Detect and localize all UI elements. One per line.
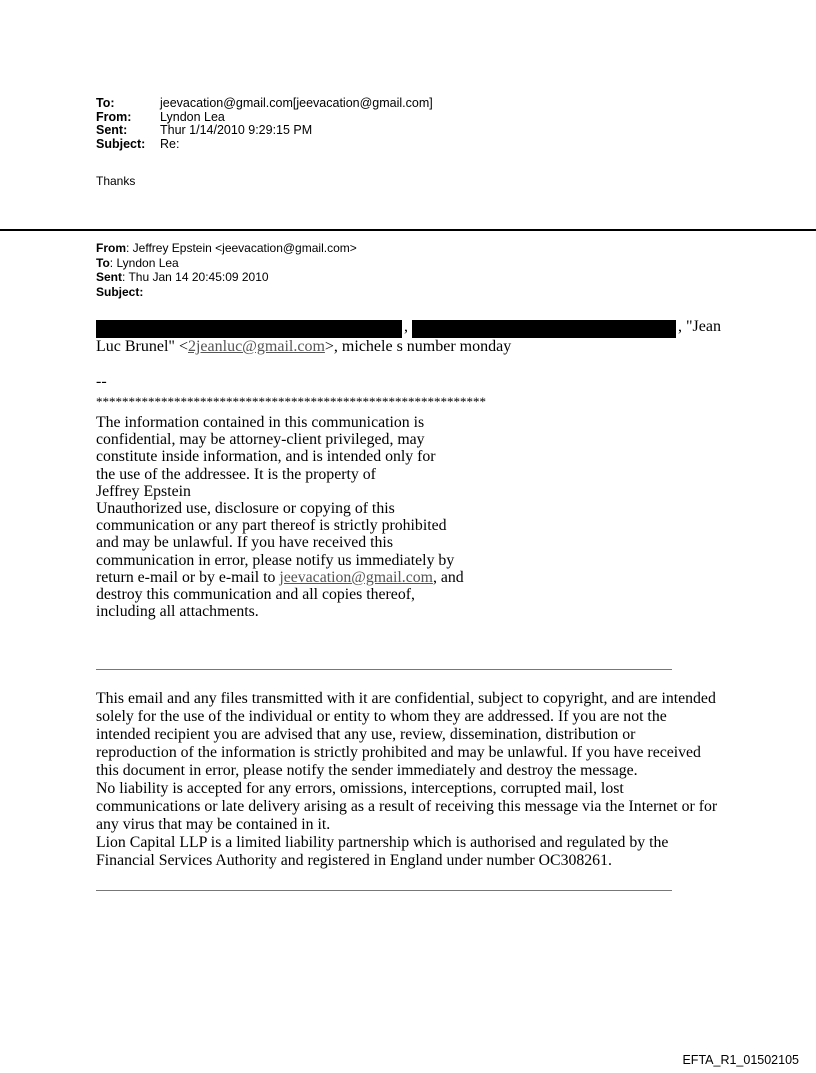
disclaimer-line: constitute inside information, and is intended only for <box>96 448 436 466</box>
legal-line: any virus that may be contained in it. <box>96 816 331 833</box>
disclaimer-line: destroy this communication and all copies thereof, <box>96 586 415 604</box>
fwd-from-row <box>96 241 357 256</box>
redaction-block-1 <box>96 320 402 338</box>
header-sent-row <box>96 124 433 138</box>
signature-separator <box>96 372 486 412</box>
fwd-sent-label: Sent <box>96 270 123 284</box>
subject-value: Re: <box>160 136 180 151</box>
header-from-row <box>96 111 433 125</box>
subject-label: Subject: <box>96 136 146 151</box>
fwd-subject-row <box>96 285 357 300</box>
return-prefix: return e-mail or by e-mail to <box>96 568 280 586</box>
disclaimer-line: the use of the addressee. It is the property of <box>96 465 376 483</box>
disclaimer-line: including all attachments. <box>96 603 259 621</box>
recipient-jean: , "Jean <box>678 318 721 335</box>
legal-line: Financial Services Authority and registered in England under number OC308261. <box>96 852 612 869</box>
fwd-subject-label: Subject <box>96 284 140 299</box>
disclaimer-return-line <box>96 569 464 586</box>
legal-line: Lion Capital LLP is a limited liability partnership which is authorised and regulated by the <box>96 834 669 851</box>
fwd-from-label: From <box>96 241 126 255</box>
signature-dashes: -- <box>96 373 107 390</box>
fwd-from-value: : Jeffrey Epstein <jeevacation@gmail.com> <box>126 241 357 255</box>
redaction-block-2 <box>412 320 676 338</box>
confidentiality-disclaimer <box>96 414 464 620</box>
legal-line: solely for the use of the individual or entity to whom they are addressed. If you are not the <box>96 708 667 725</box>
disclaimer-line: communication in error, please notify us immediately by <box>96 551 455 569</box>
forwarded-header <box>96 241 357 299</box>
fwd-to-label: To <box>96 255 110 270</box>
jeanluc-email-link[interactable]: 2jeanluc@gmail.com <box>187 338 325 355</box>
sent-label: Sent: <box>96 123 128 137</box>
sent-value: Thur 1/14/2010 9:29:15 PM <box>160 123 313 137</box>
reply-body: Thanks <box>96 174 136 188</box>
legal-line: reproduction of the information is strictly prohibited and may be unlawful. If you have received <box>96 744 701 761</box>
to-value: jeevacation@gmail.com[jeevacation@gmail.com] <box>160 96 433 110</box>
email-header <box>96 97 433 151</box>
recipient-line-2 <box>96 338 511 356</box>
disclaimer-line: communication or any part thereof is strictly prohibited <box>96 517 447 535</box>
recipient-line-2-suffix: >, michele s number monday <box>324 338 512 355</box>
disclaimer-line: The information contained in this communication is <box>96 414 425 431</box>
legal-notice <box>96 690 717 870</box>
jeevacation-email-link[interactable]: jeevacation@gmail.com <box>279 568 433 586</box>
to-label: To: <box>96 96 115 110</box>
fwd-to-value: : Lyndon Lea <box>109 255 179 270</box>
fwd-subject-value: : <box>139 284 144 299</box>
return-suffix: , and <box>432 568 464 586</box>
from-label: From: <box>96 109 132 124</box>
header-to-row <box>96 97 433 111</box>
legal-line: This email and any files transmitted with it are confidential, subject to copyright, and are intended <box>96 690 716 707</box>
fwd-sent-value: : Thu Jan 14 20:45:09 2010 <box>122 270 269 284</box>
legal-bottom-divider <box>96 890 672 891</box>
header-subject-row <box>96 138 433 152</box>
signature-stars: ************************************************************ <box>96 394 486 409</box>
document-id: EFTA_R1_01502105 <box>682 1053 799 1067</box>
legal-line: No liability is accepted for any errors, omissions, interceptions, corrupted mail, lost <box>96 780 624 797</box>
disclaimer-line: Jeffrey Epstein <box>96 482 191 500</box>
recipient-comma: , <box>404 318 408 335</box>
fwd-to-row <box>96 256 357 271</box>
legal-line: this document in error, please notify the sender immediately and destroy the message. <box>96 762 638 779</box>
fwd-sent-row <box>96 270 357 285</box>
legal-line: communications or late delivery arising as a result of receiving this message via the Internet or for <box>96 798 718 815</box>
recipient-line-2-prefix: Luc Brunel" < <box>96 338 188 355</box>
disclaimer-line: Unauthorized use, disclosure or copying of this <box>96 500 395 518</box>
disclaimer-line: confidential, may be attorney-client privileged, may <box>96 431 425 449</box>
legal-line: intended recipient you are advised that any use, review, dissemination, distribution or <box>96 726 636 743</box>
disclaimer-line: and may be unlawful. If you have received this <box>96 534 393 552</box>
from-value: Lyndon Lea <box>160 109 225 124</box>
header-divider <box>0 229 816 231</box>
legal-top-divider <box>96 669 672 670</box>
